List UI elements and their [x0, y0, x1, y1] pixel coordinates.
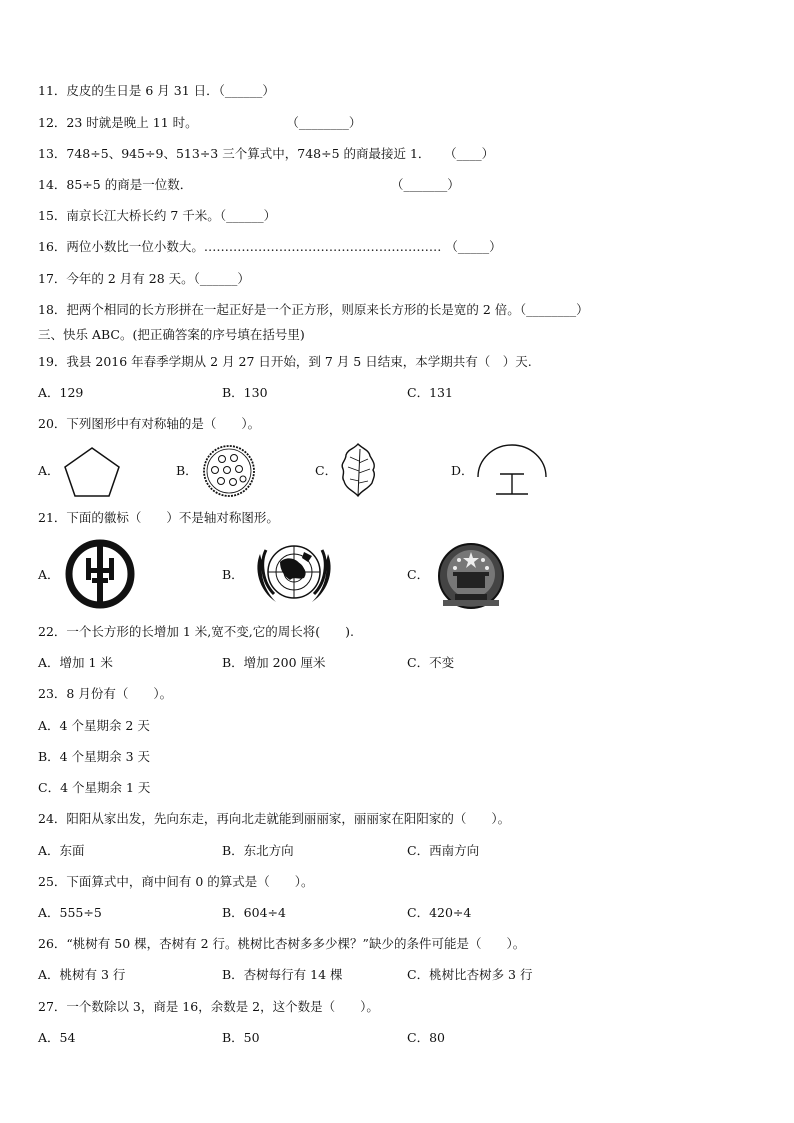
question-number: 13． [38, 146, 67, 161]
q26-option-c[interactable]: C．桃树比杏树多 3 行 [407, 967, 533, 982]
q26-option-a[interactable]: A．桃树有 3 行 [38, 967, 126, 982]
question-24-stem: 24．阳阳从家出发，先向东走，再向北走就能到丽丽家，丽丽家在阳阳家的（ ）。 [38, 811, 511, 826]
circle-dots-icon[interactable] [200, 443, 258, 499]
question-number: 15． [38, 208, 67, 223]
q27-option-b[interactable]: B．50 [222, 1030, 260, 1045]
question-11 [38, 83, 275, 99]
q22-option-a[interactable]: A．增加 1 米 [38, 655, 113, 670]
question-text: 23 时就是晚上 11 时。 [66, 115, 198, 130]
question-13 [38, 146, 494, 162]
question-text: 今年的 2 月有 28 天。 [66, 271, 194, 286]
q25-option-b[interactable]: B．604÷4 [222, 905, 286, 920]
answer-blank[interactable]: （________） [292, 115, 362, 130]
question-text: 皮皮的生日是 6 月 31 日． [66, 83, 219, 98]
question-18 [38, 302, 589, 318]
question-number: 18． [38, 302, 67, 317]
q20-option-d-label[interactable]: D． [451, 463, 474, 478]
q20-option-b-label[interactable]: B． [176, 463, 198, 478]
q19-option-a[interactable]: A．129 [38, 385, 84, 400]
question-23-stem: 23．8 月份有（ ）。 [38, 686, 173, 701]
q27-option-a[interactable]: A．54 [38, 1030, 76, 1045]
question-text: 南京长江大桥长约 7 千米。 [66, 208, 220, 223]
question-20-stem: 20．下列图形中有对称轴的是（ ）。 [38, 416, 261, 431]
national-emblem-icon[interactable] [433, 538, 509, 614]
question-26-stem: 26．“桃树有 50 棵，杏树有 2 行。桃树比杏树多多少棵？”缺少的条件可能是（ ）。 [38, 936, 526, 951]
question-text: 两位小数比一位小数大。………………………………………………… [66, 239, 442, 254]
question-19-stem: 19．我县 2016 年春季学期从 2 月 27 日开始，到 7 月 5 日结束，本学期共有（ ）天. [38, 354, 532, 369]
q24-option-c[interactable]: C．西南方向 [407, 843, 480, 858]
q20-option-c-label[interactable]: C． [315, 463, 338, 478]
section-heading: 三、快乐 ABC。(把正确答案的序号填在括号里) [38, 327, 305, 342]
q24-option-a[interactable]: A．东面 [38, 843, 85, 858]
question-text: 把两个相同的长方形拼在一起正好是一个正方形，则原来长方形的长是宽的 2 倍。 [66, 302, 520, 317]
answer-blank[interactable]: （______） [219, 208, 277, 223]
answer-blank[interactable]: （______） [193, 271, 250, 286]
q21-option-c-label[interactable]: C． [407, 567, 430, 582]
answer-blank[interactable]: （_______） [397, 177, 460, 192]
question-15 [38, 208, 276, 224]
q19-option-b[interactable]: B．130 [222, 385, 268, 400]
answer-blank[interactable]: （_____） [445, 239, 502, 254]
q25-option-a[interactable]: A．555÷5 [38, 905, 102, 920]
question-number: 16． [38, 239, 67, 254]
question-25-stem: 25．下面算式中，商中间有 0 的算式是（ ）。 [38, 874, 314, 889]
question-number: 11． [38, 83, 67, 98]
q26-option-b[interactable]: B．杏树每行有 14 棵 [222, 967, 343, 982]
q20-option-a-label[interactable]: A． [38, 463, 60, 478]
q22-option-c[interactable]: C．不变 [407, 655, 455, 670]
question-14 [38, 177, 460, 193]
question-21-stem: 21．下面的徽标（ ）不是轴对称图形。 [38, 510, 279, 525]
q21-option-b-label[interactable]: B． [222, 567, 244, 582]
question-27-stem: 27．一个数除以 3，商是 16，余数是 2，这个数是（ ）。 [38, 999, 379, 1014]
leaf-icon[interactable] [338, 441, 380, 499]
q23-option-a[interactable]: A．4 个星期余 2 天 [38, 718, 150, 733]
answer-blank[interactable]: （____） [450, 146, 495, 161]
question-22-stem: 22．一个长方形的长增加 1 米,宽不变,它的周长将( ). [38, 624, 354, 639]
q24-option-b[interactable]: B．东北方向 [222, 843, 294, 858]
question-number: 17． [38, 271, 67, 286]
q23-option-c[interactable]: C．4 个星期余 1 天 [38, 780, 151, 795]
q23-option-b[interactable]: B．4 个星期余 3 天 [38, 749, 151, 764]
answer-blank[interactable]: （________） [519, 302, 589, 317]
pentagon-icon[interactable] [62, 445, 122, 499]
question-12 [38, 115, 361, 131]
answer-blank[interactable]: （______） [218, 83, 275, 98]
question-17 [38, 271, 250, 287]
bank-logo-icon[interactable] [64, 538, 136, 610]
question-text: 748÷5、945÷9、513÷3 三个算式中，748÷5 的商最接近 1． [66, 146, 431, 161]
question-text: 85÷5 的商是一位数． [66, 177, 193, 192]
un-emblem-icon[interactable] [246, 534, 342, 614]
q19-option-c[interactable]: C．131 [407, 385, 453, 400]
q25-option-c[interactable]: C．420÷4 [407, 905, 472, 920]
question-number: 14． [38, 177, 67, 192]
question-16 [38, 239, 502, 255]
q21-option-a-label[interactable]: A． [38, 567, 60, 582]
arch-icon[interactable] [476, 441, 548, 501]
q27-option-c[interactable]: C．80 [407, 1030, 445, 1045]
q22-option-b[interactable]: B．增加 200 厘米 [222, 655, 326, 670]
question-number: 12． [38, 115, 67, 130]
